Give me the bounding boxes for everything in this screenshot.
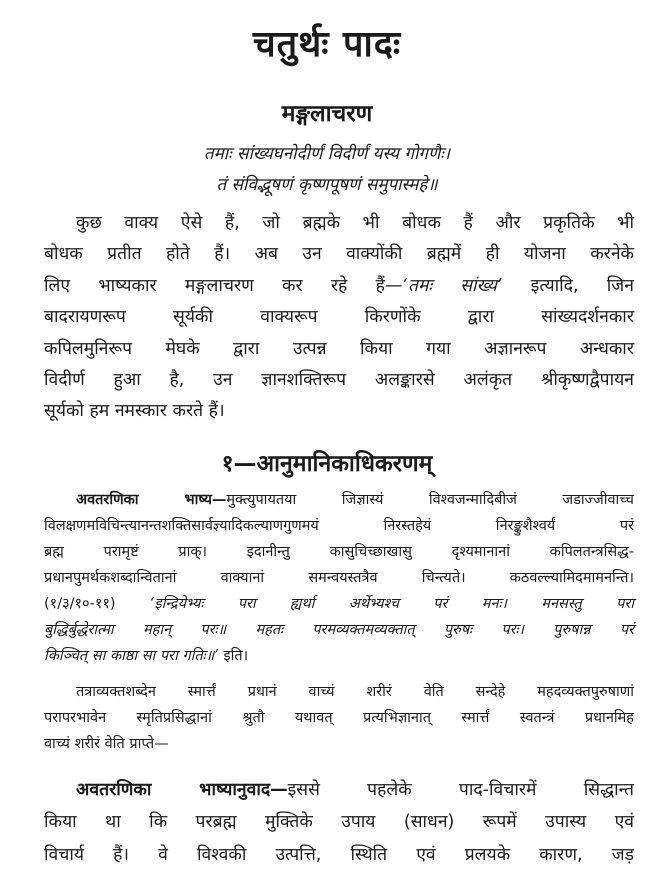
bhashya-line-6 (44, 619, 634, 639)
para1-line-1: कुछ वाक्य ऐसे हैं, जो ब्रह्मके भी बोधक हैं और प्रकृतिके भी (76, 213, 634, 233)
verse-line-1: तमाः सांख्यघनोदीर्णं विदीर्णं यस्य गोगणैः। (203, 144, 451, 164)
bhashya-label: अवतरणिका भाष्य— (76, 492, 227, 508)
bhashya-line-5 (44, 593, 634, 613)
bhashya-line-5-ref: (१/३/१०-११) (44, 596, 150, 612)
anuvad-line-1-text: इससे पहलेके पाद-विचारमें सिद्धान्त (287, 780, 634, 800)
bhashya-line-7-text: इति। (218, 648, 249, 664)
bhashya-line-7-quote: किञ्चित् सा काष्ठा सा परा गतिः॥’ (44, 648, 219, 664)
para1-line-5: कपिलमुनिरूप मेघके द्वारा उत्पन्न किया गया अज्ञानरूप अन्धकार (44, 339, 634, 359)
anuvad-label: अवतरणिका भाष्यानुवाद— (76, 780, 288, 800)
anuvad-line-1 (76, 777, 634, 801)
chapter-heading: चतुर्थः पादः (252, 24, 402, 65)
para1-line-3-text-b: इत्यादि, जिन (502, 276, 634, 296)
anuvad-line-2: किया था कि परब्रह्म मुक्तिके उपाय (साधन) रूपमें उपास्य एवं (44, 812, 634, 832)
bhashya-line-7 (44, 645, 634, 665)
bhashya-line-2: विलक्षणमविचिन्त्यानन्तशक्तिसार्वज्ञ्यादिकल्याणगुणमयं निरस्तहेयं निरङ्कुशैश्वर्यं परं (44, 518, 634, 534)
para1-line-6: विदीर्ण हुआ है, उन ज्ञानशक्तिरूप अलङ्कारसे अलंकृत श्रीकृष्णद्वैपायन (44, 370, 634, 390)
para1-line-7: सूर्यको हम नमस्कार करते हैं। (44, 401, 225, 421)
para2-line-1: तत्राव्यक्तशब्देन स्मार्त्तं प्रधानं वाच्यं शरीरं वेति सन्देहे महदव्यक्तपुरुषाणां (76, 684, 634, 700)
anuvad-line-3: विचार्य हैं। वे विश्वकी उत्पत्ति, स्थिति एवं प्रलयके कारण, जड़ (44, 845, 634, 865)
section-title-mangalacharan: मङ्गलाचरण (281, 101, 373, 127)
bhashya-line-5-quote: ‘इन्द्रियेभ्यः परा ह्यर्था अर्थेभ्यश्च परं मनः। मनसस्तु परा (149, 596, 635, 612)
bhashya-line-4: प्रधानपुमर्थकशब्दान्वितानां वाक्यानां समन्वयस्तत्रैव चिन्त्यते। कठवल्ल्यामिदमामनन्ति। (44, 570, 634, 586)
bhashya-line-1-text: मुक्त्युपायतया जिज्ञास्यं विश्वजन्मादिबीजं जडाज्जीवाच्च (226, 492, 634, 508)
section-title-anumanika: १—आनुमानिकाधिकरणम् (221, 451, 433, 477)
para1-line-3-quote: ‘तमः सांख्य’ (402, 276, 503, 296)
para1-line-3-text-a: लिए भाष्यकार मङ्गलाचरण कर रहे हैं— (44, 276, 403, 296)
para2-line-2: परापरभावेन स्मृतिप्रसिद्धानां श्रुतौ यथावत् प्रत्यभिज्ञानात् स्मार्त्तं स्वतन्त्रं प्रधानमिह (44, 710, 634, 726)
bhashya-line-1 (76, 489, 634, 509)
verse-line-2: तं संविद्भूषणं कृष्णपूषणं समुपास्महे॥ (216, 175, 438, 195)
bhashya-line-3: ब्रह्म परामृष्टं प्राक्। इदानीन्तु कासुचिच्छाखासु दृश्यमानानां कपिलतन्त्रसिद्ध- (44, 544, 634, 560)
para1-line-3 (44, 273, 634, 297)
para1-line-4: बादरायणरूप सूर्यकी वाक्यरूप किरणोंके द्वारा सांख्यदर्शनकार (44, 307, 634, 327)
para2-line-3: वाच्यं शरीरं वेति प्राप्ते— (44, 736, 169, 752)
bhashya-line-6-quote: बुद्धिर्बुद्धेरात्मा महान् परः॥ महतः परमव्यक्तमव्यक्तात् पुरुषः परः। पुरुषान्न परं (44, 622, 634, 638)
para1-line-2: बोधक प्रतीत होते हैं। अब उन वाक्योंकी ब्रह्ममें ही योजना करनेके (44, 244, 634, 264)
